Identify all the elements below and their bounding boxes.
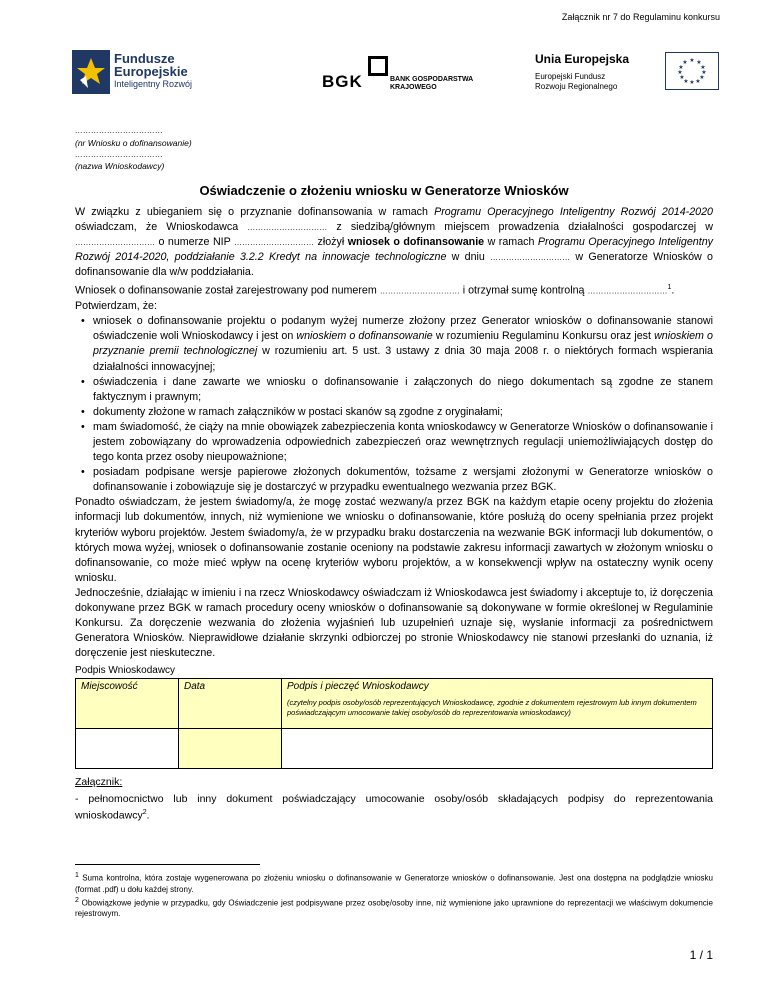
paragraph-2: Wniosek o dofinansowanie został zarejestrowany pod numerem ………………………… i otrzymał sumę kontrolną …………………………$^1$. <box>75 284 675 298</box>
footnote-1: $^1$ Suma kontrolna, która zostaje wygenerowana po złożeniu wniosku o dofinansowanie w Generatorze wniosków o dofinansowanie. Jest ona dostępna na podglądzie wniosku (format .pdf) u dołu każdej strony. <box>75 872 713 894</box>
nr-wniosku-label: (nr Wniosku o dofinansowanie) <box>75 138 192 148</box>
list-item: • mam świadomość, że ciąży na mnie obowiązek zabezpieczenia konta wnioskodawcy w Generatorze Wniosków o dofinansowanie i jestem zobowiązany do wprowadzenia odpowiednich zabezpieczeń oraz wewnętrznych regulacji uniemożliwiających dostęp do tego konta przez osoby nieupoważnione; <box>93 420 713 465</box>
svg-text:★: ★ <box>689 57 695 64</box>
fe-line3: Inteligentny Rozwój <box>114 79 193 89</box>
fe-line1: Fundusze <box>114 51 175 66</box>
attachment-text: - pełnomocnictwo lub inny dokument poświadczający umocowanie osoby/osób składających podpisy do reprezentowania wnioskodawcy$^2$. <box>75 793 713 822</box>
svg-text:★: ★ <box>700 64 706 71</box>
eu-flag-icon <box>665 52 719 90</box>
fe-star-icon <box>72 50 110 94</box>
bgk-logo <box>318 54 488 96</box>
svg-text:★: ★ <box>678 64 684 71</box>
svg-text:★: ★ <box>696 59 702 66</box>
svg-text:★: ★ <box>679 74 685 81</box>
svg-text:★: ★ <box>701 69 707 76</box>
document-body <box>75 205 713 661</box>
ue-subtitle: Europejski Fundusz Rozwoju Regionalnego <box>535 72 618 91</box>
col-podpis: Podpis i pieczęć Wnioskodawcy (czytelny podpis osoby/osób reprezentujących Wnioskodawcę, zgodnie z dokumentem rejestrowym lub innym dokumentem poświadczającym umocowanie takiej osoby/osób do reprezentowania wnioskodawcy) <box>282 679 713 729</box>
document-title: Oświadczenie o złożeniu wniosku w Generatorze Wniosków <box>199 183 569 198</box>
paragraph-1: W związku z ubieganiem się o przyznanie dofinansowania w ramach Programu Operacyjnego Inteligentny Rozwój 2014-2020 oświadczam, że Wnioskodawca ………………………… z siedzibą/głównym miejscem prowadzenia działalności gospodarczej w ………………………… o numerze NIP ………………………… złożył wniosek o dofinansowanie w ramach Programu Operacyjnego Inteligentny Rozwój 2014-2020, poddziałanie 3.2.2 Kredyt na innowacje technologiczne w dniu ………………………… w Generatorze Wniosków o dofinansowanie dla w/w poddziałania. <box>75 206 713 279</box>
input-podpis[interactable] <box>282 729 713 769</box>
dots-name: …………………………… <box>75 150 163 159</box>
list-item: • wniosek o dofinansowanie projektu o podanym wyżej numerze złożony przez Generator wniosków o dofinansowanie stanowi oświadczenie woli Wnioskodawcy i jest on wnioskiem o dofinansowanie w rozumieniu Regulaminu Konkursu oraz jest wnioskiem o przyznanie premii technologicznej w rozumieniu art. 5 ust. 3 ustawy z dnia 30 maja 2008 r. o niektórych formach wspierania działalności innowacyjnej; <box>93 314 713 374</box>
input-data[interactable] <box>179 729 282 769</box>
svg-text:★: ★ <box>695 78 701 85</box>
list-item: • posiadam podpisane wersje papierowe złożonych dokumentów, tożsame z wersjami złożonymi w Generatorze wniosków o dofinansowanie i zobowiązuje się je dostarczyć w przypadku ewentualnego wezwania przez BGK. <box>93 465 713 495</box>
input-miejscowosc[interactable] <box>76 729 179 769</box>
bgk-square-icon <box>368 56 388 76</box>
ue-logo <box>535 52 735 102</box>
confirm-list <box>75 314 713 495</box>
col-miejscowosc: Miejscowość <box>76 679 179 729</box>
bgk-text: BGK <box>322 72 363 91</box>
signature-label: Podpis Wnioskodawcy <box>75 665 176 676</box>
dots-nr: …………………………… <box>75 126 163 135</box>
page-number: 1 / 1 <box>689 948 713 962</box>
svg-text:★: ★ <box>677 69 683 76</box>
list-item: • oświadczenia i dane zawarte we wniosku o dofinansowanie i załączonych do niego dokumentach są zgodne ze stanem faktycznym i prawnym; <box>93 375 713 405</box>
col-data: Data <box>179 679 282 729</box>
fundusze-europejskie-logo <box>72 50 212 98</box>
attachment-label: Załącznik: <box>75 776 123 788</box>
signature-table <box>75 678 713 769</box>
nazwa-wnioskodawcy-label: (nazwa Wnioskodawcy) <box>75 161 165 171</box>
paragraph-4: Jednocześnie, działając w imieniu i na rzecz Wnioskodawcy oświadczam iż Wnioskodawca jest świadomy i akceptuje to, iż doręczenia dokonywane przez BGK w ramach procedury oceny wniosków o dofinansowanie są dokonywane w formie określonej w Regulaminie Konkursu. Za doręczenie wezwania do złożenia wyjaśnień lub uzupełnień uznaje się, wysłanie informacji za pośrednictwem Generatora Wniosków. Nieprawidłowe działanie skrzynki odbiorczej po stronie Wnioskodawcy nie stanowi przesłanki do uznania, iż doręczenie jest nieskuteczne. <box>75 586 713 660</box>
svg-text:★: ★ <box>683 78 689 85</box>
ue-title: Unia Europejska <box>535 52 630 66</box>
annex-label: Załącznik nr 7 do Regulaminu konkursu <box>561 12 720 22</box>
fe-line2: Europejskie <box>114 64 188 79</box>
list-item: • dokumenty złożone w ramach załączników w postaci skanów są zgodne z oryginałami; <box>93 405 713 420</box>
paragraph-3: Ponadto oświadczam, że jestem świadomy/a, że mogę zostać wezwany/a przez BGK na każdym etapie oceny projektu do złożenia informacji lub dokumentów, innych, niż wymienione we wniosku o dofinansowanie, które posłużą do oceny spełniania przez projekt kryteriów wyboru projektów. Jestem świadomy/a, że w przypadku braku dostarczenia na wezwanie BGK informacji lub dokumentów, o których mowa wyżej, wniosek o dofinansowanie zostanie oceniony na podstawie zakresu informacji zawartych w złożonym wniosku o dofinansowanie, co może mieć wpływ na ocenę kryteriów wyboru projektów, a w konsekwencji wpływ na ostateczny wynik oceny wniosku. <box>75 496 713 584</box>
bgk-full-name: BANK GOSPODARSTWA KRAJOWEGO <box>390 76 474 91</box>
svg-text:★: ★ <box>689 79 695 86</box>
svg-text:★: ★ <box>699 74 705 81</box>
confirm-label: Potwierdzam, że: <box>75 300 157 313</box>
svg-text:★: ★ <box>682 59 688 66</box>
footnote-2: $^2$ Obowiązkowe jedynie w przypadku, gdy Oświadczenie jest podpisywane przez osobę/osoby inne, niż wymienione jako uprawnione do reprezentacji we właściwym dokumencie rejestrowym. <box>75 896 713 919</box>
footnotes <box>75 870 713 919</box>
footnote-divider <box>75 864 260 865</box>
podpis-note: (czytelny podpis osoby/osób reprezentujących Wnioskodawcę, zgodnie z dokumentem rejestrowym lub innym dokumentem poświadczającym umocowanie takiej osoby/osób do reprezentowania wnioskodawcy) <box>287 698 697 717</box>
